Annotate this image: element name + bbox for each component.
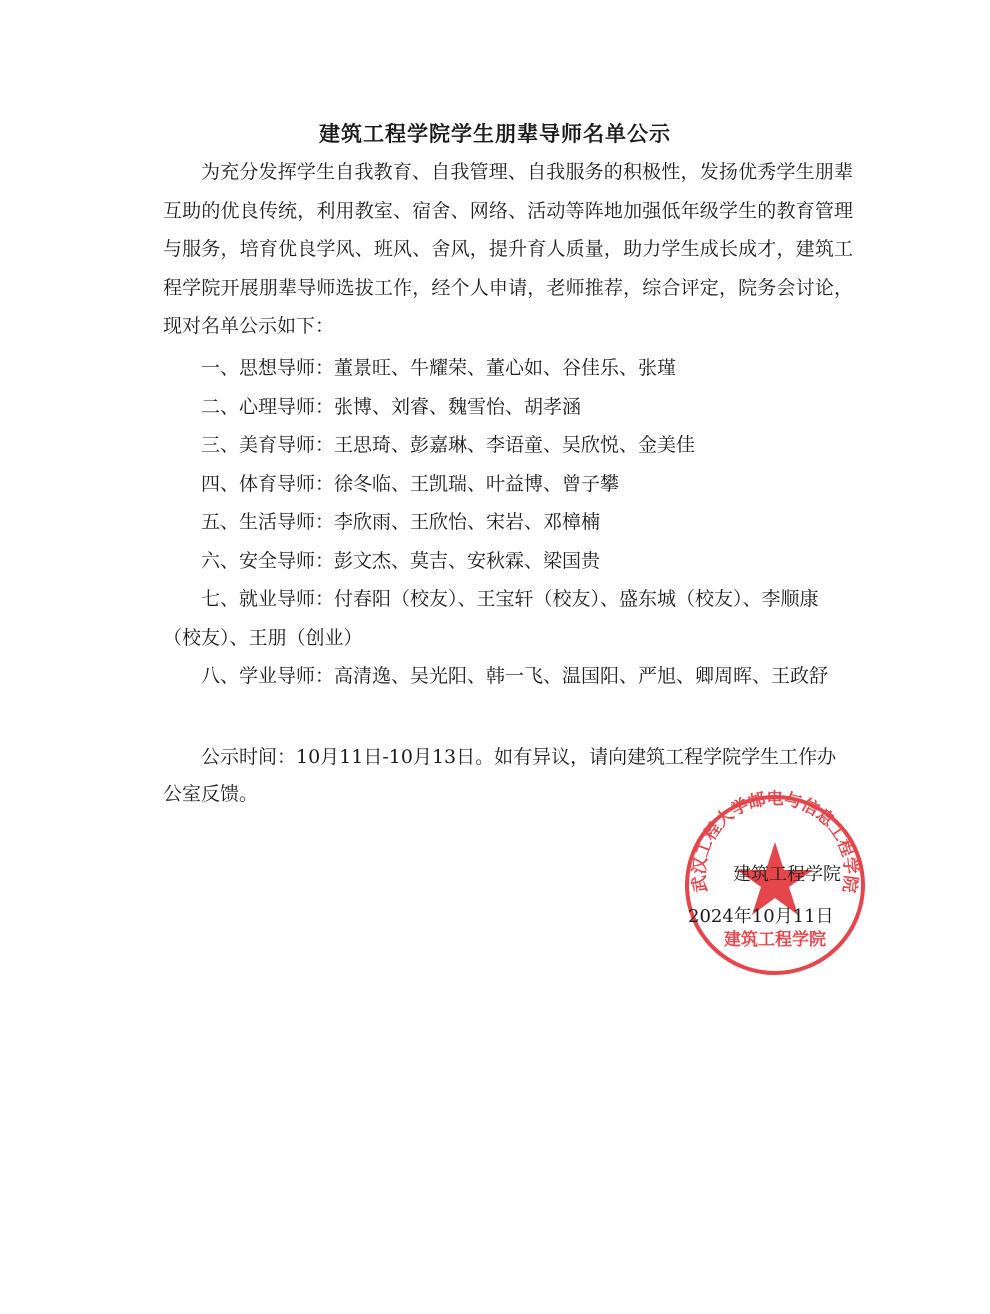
seal-ring-text: 武汉工程大学邮电与信息工程学院 (689, 790, 861, 894)
mentor-list-item-safety: 六、安全导师：彭文杰、莫吉、安秋霖、梁国贵 (201, 549, 601, 572)
document-title: 建筑工程学院学生朋辈导师名单公示 (319, 122, 671, 146)
mentor-list-item-psychology: 二、心理导师：张博、刘睿、魏雪怡、胡孝涵 (201, 395, 582, 418)
mentor-list-item-life: 五、生活导师：李欣雨、王欣怡、宋岩、邓樟楠 (201, 511, 601, 533)
mentor-list-item-sports: 四、体育导师：徐冬临、王凯瑞、叶益博、曾子攀 (201, 472, 620, 495)
mentor-list-item-employment: 七、就业导师：付春阳（校友）、王宝轩（校友）、盛东城（校友）、李顺康（校友）、王朋（创业） (163, 588, 819, 649)
signature-date: 2024年10月11日 (688, 906, 834, 927)
intro-paragraph: 为充分发挥学生自我教育、自我管理、自我服务的积极性，发扬优秀学生朋辈互助的优良传统，利用教室、宿舍、网络、活动等阵地加强低年级学生的教育管理与服务，培育优良学风、班风、舍风，提升育人质量，助力学生成长成才，建筑工程学院开展朋辈导师选拔工作，经个人申请，老师推荐，综合评定，院务会讨论，现对名单公示如下： (163, 161, 853, 337)
mentor-list-item-academic: 八、学业导师：高清逸、吴光阳、韩一飞、温国阳、严旭、卿周晖、王政舒 (201, 665, 829, 687)
notice-paragraph: 公示时间：10月11日-10月13日。如有异议，请向建筑工程学院学生工作办公室反馈。 (163, 746, 837, 805)
mentor-list-item-aesthetics: 三、美育导师：王思琦、彭嘉琳、李语童、吴欣悦、金美佳 (201, 434, 696, 456)
seal-bottom-text: 建筑工程学院 (724, 930, 826, 950)
mentor-list (163, 349, 853, 696)
mentor-list-item-ideology: 一、思想导师：董景旺、牛耀荣、董心如、谷佳乐、张瑾 (201, 357, 677, 379)
signature-org: 建筑工程学院 (733, 864, 841, 885)
